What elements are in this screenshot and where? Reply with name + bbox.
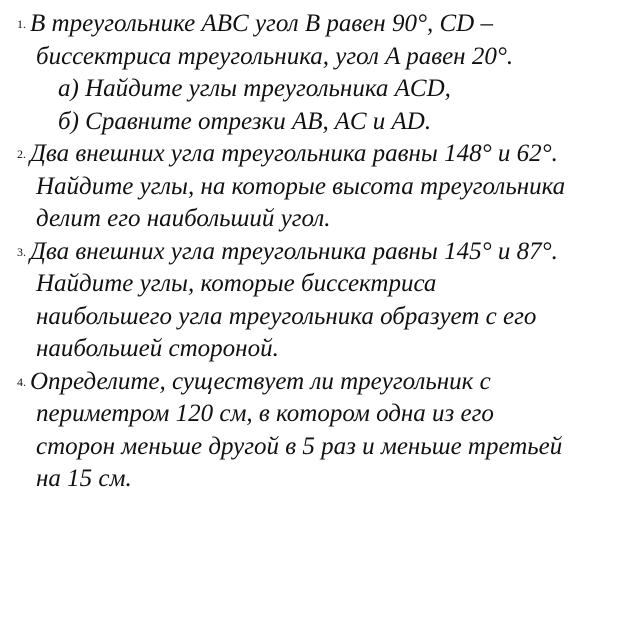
problem-2 bbox=[0, 138, 636, 236]
problem-1 bbox=[0, 8, 636, 138]
problem-list bbox=[0, 8, 636, 496]
problem-text-line: Найдите углы, которые биссектриса bbox=[36, 270, 437, 297]
problem-number: 4. bbox=[17, 374, 26, 389]
problem-text-line: Два внешних угла треугольника равны 148° и 62°. bbox=[30, 140, 558, 167]
subitem-b: б) Сравните отрезки AB, AC и AD. bbox=[58, 107, 432, 135]
problem-text-line: Два внешних угла треугольника равны 145° и 87°. bbox=[30, 237, 558, 265]
problem-3 bbox=[0, 236, 636, 366]
problem-text-line: наибольшего угла треугольника образует с его bbox=[36, 302, 537, 330]
problem-text-line: В треугольнике ABC угол B равен 90°, CD – bbox=[30, 10, 493, 37]
problem-number: 1. bbox=[17, 17, 26, 31]
problem-text-line: Определите, существует ли треугольник с bbox=[30, 367, 491, 395]
problem-number: 2. bbox=[17, 147, 26, 161]
problem-text-line: периметром 120 см, в котором одна из его bbox=[36, 400, 494, 427]
problem-number: 3. bbox=[17, 244, 26, 259]
subitem-a: а) Найдите углы треугольника ACD, bbox=[58, 75, 451, 102]
problem-text-line: Найдите углы, на которые высота треугольника bbox=[36, 172, 566, 200]
problem-text-line: сторон меньше другой в 5 раз и меньше третьей bbox=[36, 432, 563, 460]
problem-text-line: биссектриса треугольника, угол A равен 20°. bbox=[36, 42, 514, 70]
problem-text-line: на 15 см. bbox=[36, 465, 132, 492]
problem-text-line: делит его наибольший угол. bbox=[36, 205, 331, 232]
problem-text-line: наибольшей стороной. bbox=[36, 335, 279, 362]
problem-4 bbox=[0, 366, 636, 496]
